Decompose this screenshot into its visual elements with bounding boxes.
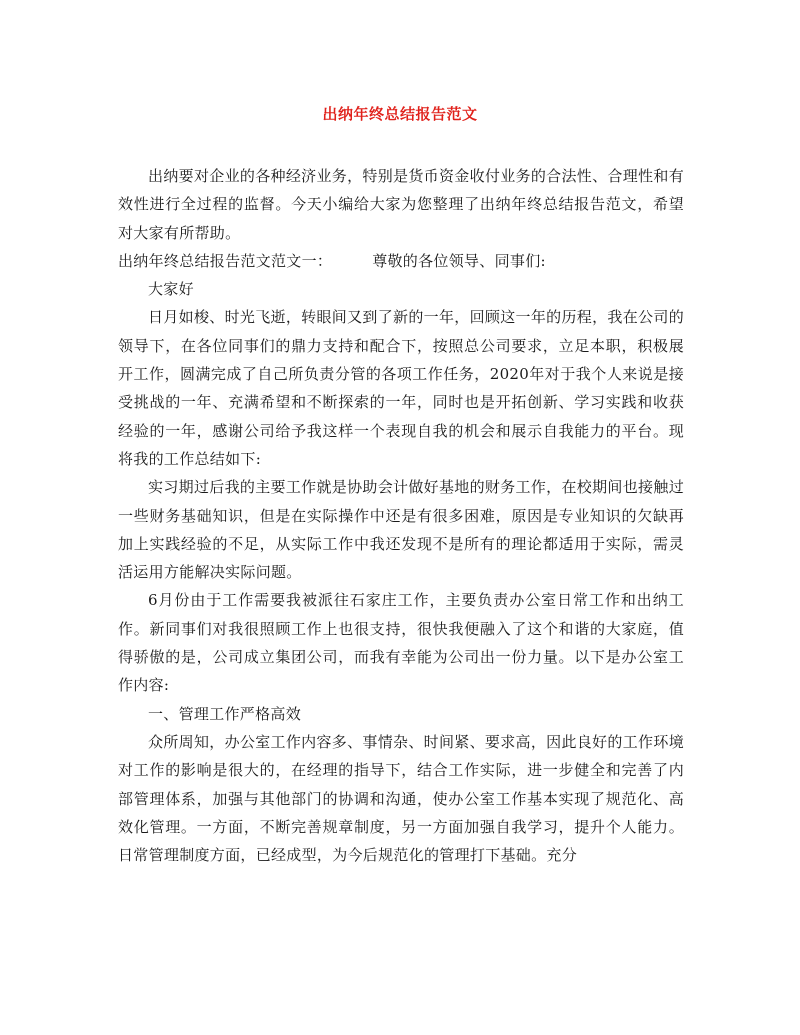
- greeting: 大家好: [148, 280, 194, 299]
- salutation: 尊敬的各位领导、同事们:: [372, 251, 546, 270]
- intro-paragraph: 出纳要对企业的各种经济业务，特别是货币资金收付业务的合法性、合理性和有效性进行全过程的监督。今天小编给大家为您整理了出纳年终总结报告范文，希望对大家有所帮助。: [118, 167, 684, 242]
- document-title: 出纳年终总结报告范文: [322, 105, 478, 123]
- sample-heading-line: [118, 247, 684, 275]
- body-paragraph: 6月份由于工作需要我被派往石家庄工作，主要负责办公室日常工作和出纳工作。新同事们对我很照顾工作上也很支持，很快我便融入了这个和谐的大家庭，值得骄傲的是，公司成立集团公司，而我有幸能为公司出一份力量。以下是办公室工作内容:: [118, 591, 684, 695]
- body-paragraph: 日月如梭、时光飞逝，转眼间又到了新的一年，回顾这一年的历程，我在公司的领导下，在各位同事们的鼎力支持和配合下，按照总公司要求，立足本职，积极展开工作，圆满完成了自己所负责分管的各项工作任务，2020年对于我个人来说是接受挑战的一年、充满希望和不断探索的一年，同时也是开拓创新、学习实践和收获经验的一年，感谢公司给予我这样一个表现自我的机会和展示自我能力的平台。现将我的工作总结如下:: [118, 308, 684, 468]
- body-paragraph: 实习期过后我的主要工作就是协助会计做好基地的财务工作，在校期间也接触过一些财务基础知识，但是在实际操作中还是有很多困难，原因是专业知识的欠缺再加上实践经验的不足，从实际工作中我还发现不是所有的理论都适用于实际，需灵活运用方能解决实际问题。: [118, 478, 684, 582]
- section-heading: 一、管理工作严格高效: [148, 704, 302, 723]
- body-paragraph: 众所周知，办公室工作内容多、事情杂、时间紧、要求高，因此良好的工作环境对工作的影响是很大的，在经理的指导下，结合工作实际，进一步健全和完善了内部管理体系，加强与其他部门的协调和沟通，使办公室工作基本实现了规范化、高效化管理。一方面，不断完善规章制度，另一方面加强自我学习，提升个人能力。日常管理制度方面，已经成型，为今后规范化的管理打下基础。充分: [118, 732, 684, 865]
- sample-label: 出纳年终总结报告范文范文一：: [118, 251, 333, 270]
- document-body: [118, 162, 684, 869]
